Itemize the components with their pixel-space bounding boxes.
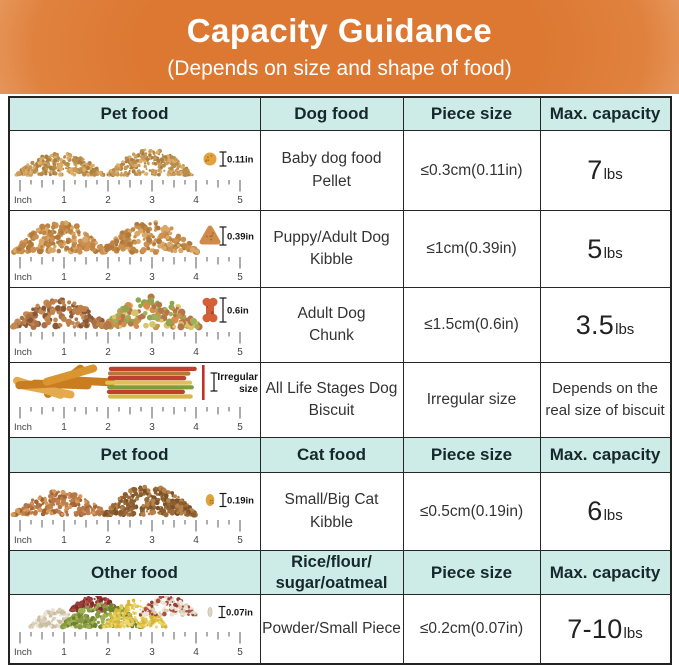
header-label: Max. capacity — [549, 104, 661, 123]
svg-text:0.39in: 0.39in — [227, 231, 254, 242]
piece-size-cell — [404, 595, 541, 663]
svg-text:4: 4 — [193, 346, 199, 358]
svg-text:5: 5 — [237, 346, 243, 358]
header-label: Cat food — [297, 445, 366, 464]
header-cell-piece-size — [404, 98, 541, 131]
piece-size-value: ≤1.5cm(0.6in) — [424, 316, 519, 333]
svg-text:2: 2 — [105, 421, 111, 433]
svg-text:4: 4 — [193, 534, 199, 546]
svg-text:3: 3 — [149, 194, 155, 206]
svg-text:2: 2 — [105, 346, 111, 358]
svg-text:Inch: Inch — [14, 534, 32, 546]
capacity-cell — [541, 363, 670, 438]
header-cell-dog-food — [261, 98, 404, 131]
food-name-cell — [261, 473, 404, 551]
food-name-line: Kibble — [309, 513, 354, 531]
capacity-note-line: Depends on the — [552, 379, 658, 397]
food-name-line: Chunk — [309, 327, 354, 344]
capacity-number: 3.5 — [575, 309, 615, 340]
capacity-value — [576, 310, 635, 341]
header-label: Max. capacity — [549, 562, 661, 582]
svg-text:4: 4 — [193, 194, 199, 206]
svg-text:Inch: Inch — [14, 194, 32, 206]
capacity-table — [8, 96, 672, 665]
svg-text:1: 1 — [61, 421, 67, 433]
svg-text:2: 2 — [105, 534, 111, 546]
food-name-line: Biscuit — [308, 402, 355, 419]
piece-size-value: ≤0.5cm(0.19in) — [419, 502, 524, 520]
chunk-food-photo — [10, 289, 259, 362]
header-cell-piece-size — [404, 438, 541, 473]
svg-text:5: 5 — [237, 271, 243, 283]
svg-text:1: 1 — [61, 647, 67, 658]
header-label: Pet food — [100, 445, 169, 464]
capacity-unit: lbs — [603, 507, 623, 524]
capacity-unit: lbs — [603, 244, 623, 262]
grains-food-photo — [10, 596, 259, 662]
food-name-line: Pellet — [312, 172, 351, 190]
cat-kibble-food-photo — [10, 474, 259, 550]
header-cell-cat-food — [261, 438, 404, 473]
svg-text:5: 5 — [237, 647, 243, 658]
piece-size-value: ≤0.2cm(0.07in) — [419, 620, 524, 637]
biscuit-food-photo — [10, 364, 259, 437]
food-name-line: Adult Dog — [297, 304, 366, 322]
header-label: Pet food — [100, 104, 169, 123]
food-illustration-cell-pellet — [10, 131, 261, 211]
svg-text:Inch: Inch — [14, 421, 32, 433]
svg-text:1: 1 — [61, 534, 67, 546]
header-label-line: sugar/oatmeal — [275, 573, 388, 592]
piece-size-value: ≤1cm(0.39in) — [426, 240, 517, 257]
food-name-line: Puppy/Adult Dog — [273, 228, 390, 246]
page-title: Capacity Guidance — [186, 12, 493, 50]
header-cell-max-capacity — [541, 98, 670, 131]
piece-size-cell — [404, 211, 541, 288]
svg-text:3: 3 — [149, 534, 155, 546]
capacity-value — [567, 614, 642, 645]
food-name-line: All Life Stages Dog — [265, 379, 398, 397]
piece-size-value: Irregular size — [426, 391, 517, 408]
capacity-number: 7-10 — [567, 613, 623, 644]
piece-size-cell — [404, 288, 541, 363]
svg-text:3: 3 — [149, 271, 155, 283]
food-name-cell — [261, 288, 404, 363]
svg-text:0.19in: 0.19in — [227, 495, 254, 506]
kibble-food-photo — [10, 212, 259, 287]
svg-text:0.07in: 0.07in — [226, 607, 253, 619]
food-name-cell — [261, 131, 404, 211]
food-illustration-cell-biscuit — [10, 363, 261, 438]
svg-text:size: size — [239, 383, 258, 395]
food-illustration-cell-grains — [10, 595, 261, 663]
capacity-note-line: real size of biscuit — [545, 402, 665, 419]
page-subtitle: (Depends on size and shape of food) — [167, 56, 512, 80]
capacity-cell — [541, 131, 670, 211]
capacity-cell — [541, 288, 670, 363]
header-label: Max. capacity — [549, 445, 661, 464]
food-name-line: Kibble — [309, 251, 354, 268]
svg-text:Inch: Inch — [14, 647, 32, 658]
header-label: Piece size — [430, 104, 513, 123]
header-cell-max-capacity — [541, 438, 670, 473]
capacity-unit: lbs — [603, 166, 623, 183]
capacity-number: 7 — [587, 155, 603, 185]
capacity-cell — [541, 473, 670, 551]
capacity-unit: lbs — [615, 320, 635, 338]
header-label: Dog food — [294, 104, 369, 123]
pellet-food-photo — [10, 132, 259, 210]
svg-text:1: 1 — [61, 194, 67, 206]
food-illustration-cell-cat-kibble — [10, 473, 261, 551]
svg-text:3: 3 — [149, 421, 155, 433]
food-name-cell — [261, 595, 404, 663]
svg-text:5: 5 — [237, 421, 243, 433]
svg-text:3: 3 — [149, 346, 155, 358]
capacity-value — [587, 234, 623, 265]
header-label: Other food — [91, 562, 178, 582]
capacity-cell — [541, 595, 670, 663]
capacity-value — [587, 155, 623, 186]
header-cell-pet-food — [10, 98, 261, 131]
header-label-two-line — [276, 552, 388, 592]
food-illustration-cell-chunk — [10, 288, 261, 363]
svg-text:0.11in: 0.11in — [227, 154, 254, 165]
capacity-number: 6 — [587, 496, 603, 526]
svg-text:Inch: Inch — [14, 346, 32, 358]
header-cell-pet-food — [10, 438, 261, 473]
food-name-line: Small/Big Cat — [284, 491, 379, 509]
capacity-cell — [541, 211, 670, 288]
food-name-line: Powder/Small Piece — [262, 619, 401, 637]
capacity-note — [545, 378, 664, 423]
svg-text:2: 2 — [105, 271, 111, 283]
piece-size-cell — [404, 473, 541, 551]
svg-text:Inch: Inch — [14, 271, 32, 283]
svg-text:5: 5 — [237, 534, 243, 546]
food-illustration-cell-kibble — [10, 211, 261, 288]
svg-text:4: 4 — [193, 421, 199, 433]
piece-size-cell — [404, 363, 541, 438]
svg-text:4: 4 — [193, 271, 199, 283]
food-name-cell — [261, 363, 404, 438]
piece-size-cell — [404, 131, 541, 211]
capacity-guidance-banner — [0, 0, 679, 94]
svg-text:4: 4 — [193, 647, 199, 658]
svg-text:Irregular: Irregular — [217, 371, 258, 383]
header-cell-rice-flour — [261, 551, 404, 595]
header-cell-piece-size — [404, 551, 541, 595]
header-label: Piece size — [430, 562, 513, 582]
header-cell-other-food — [10, 551, 261, 595]
capacity-value — [587, 496, 623, 527]
capacity-number: 5 — [587, 233, 603, 264]
svg-text:3: 3 — [149, 647, 155, 658]
svg-text:1: 1 — [61, 346, 67, 358]
svg-text:5: 5 — [237, 194, 243, 206]
header-cell-max-capacity — [541, 551, 670, 595]
header-label-line: Rice/flour/ — [291, 553, 372, 572]
piece-size-value: ≤0.3cm(0.11in) — [420, 161, 523, 179]
food-name-line: Baby dog food — [281, 150, 382, 168]
capacity-unit: lbs — [623, 624, 643, 642]
svg-text:0.6in: 0.6in — [227, 305, 249, 316]
svg-text:2: 2 — [105, 194, 111, 206]
svg-text:1: 1 — [61, 271, 67, 283]
header-label: Piece size — [430, 445, 513, 464]
food-name-cell — [261, 211, 404, 288]
svg-text:2: 2 — [105, 647, 111, 658]
